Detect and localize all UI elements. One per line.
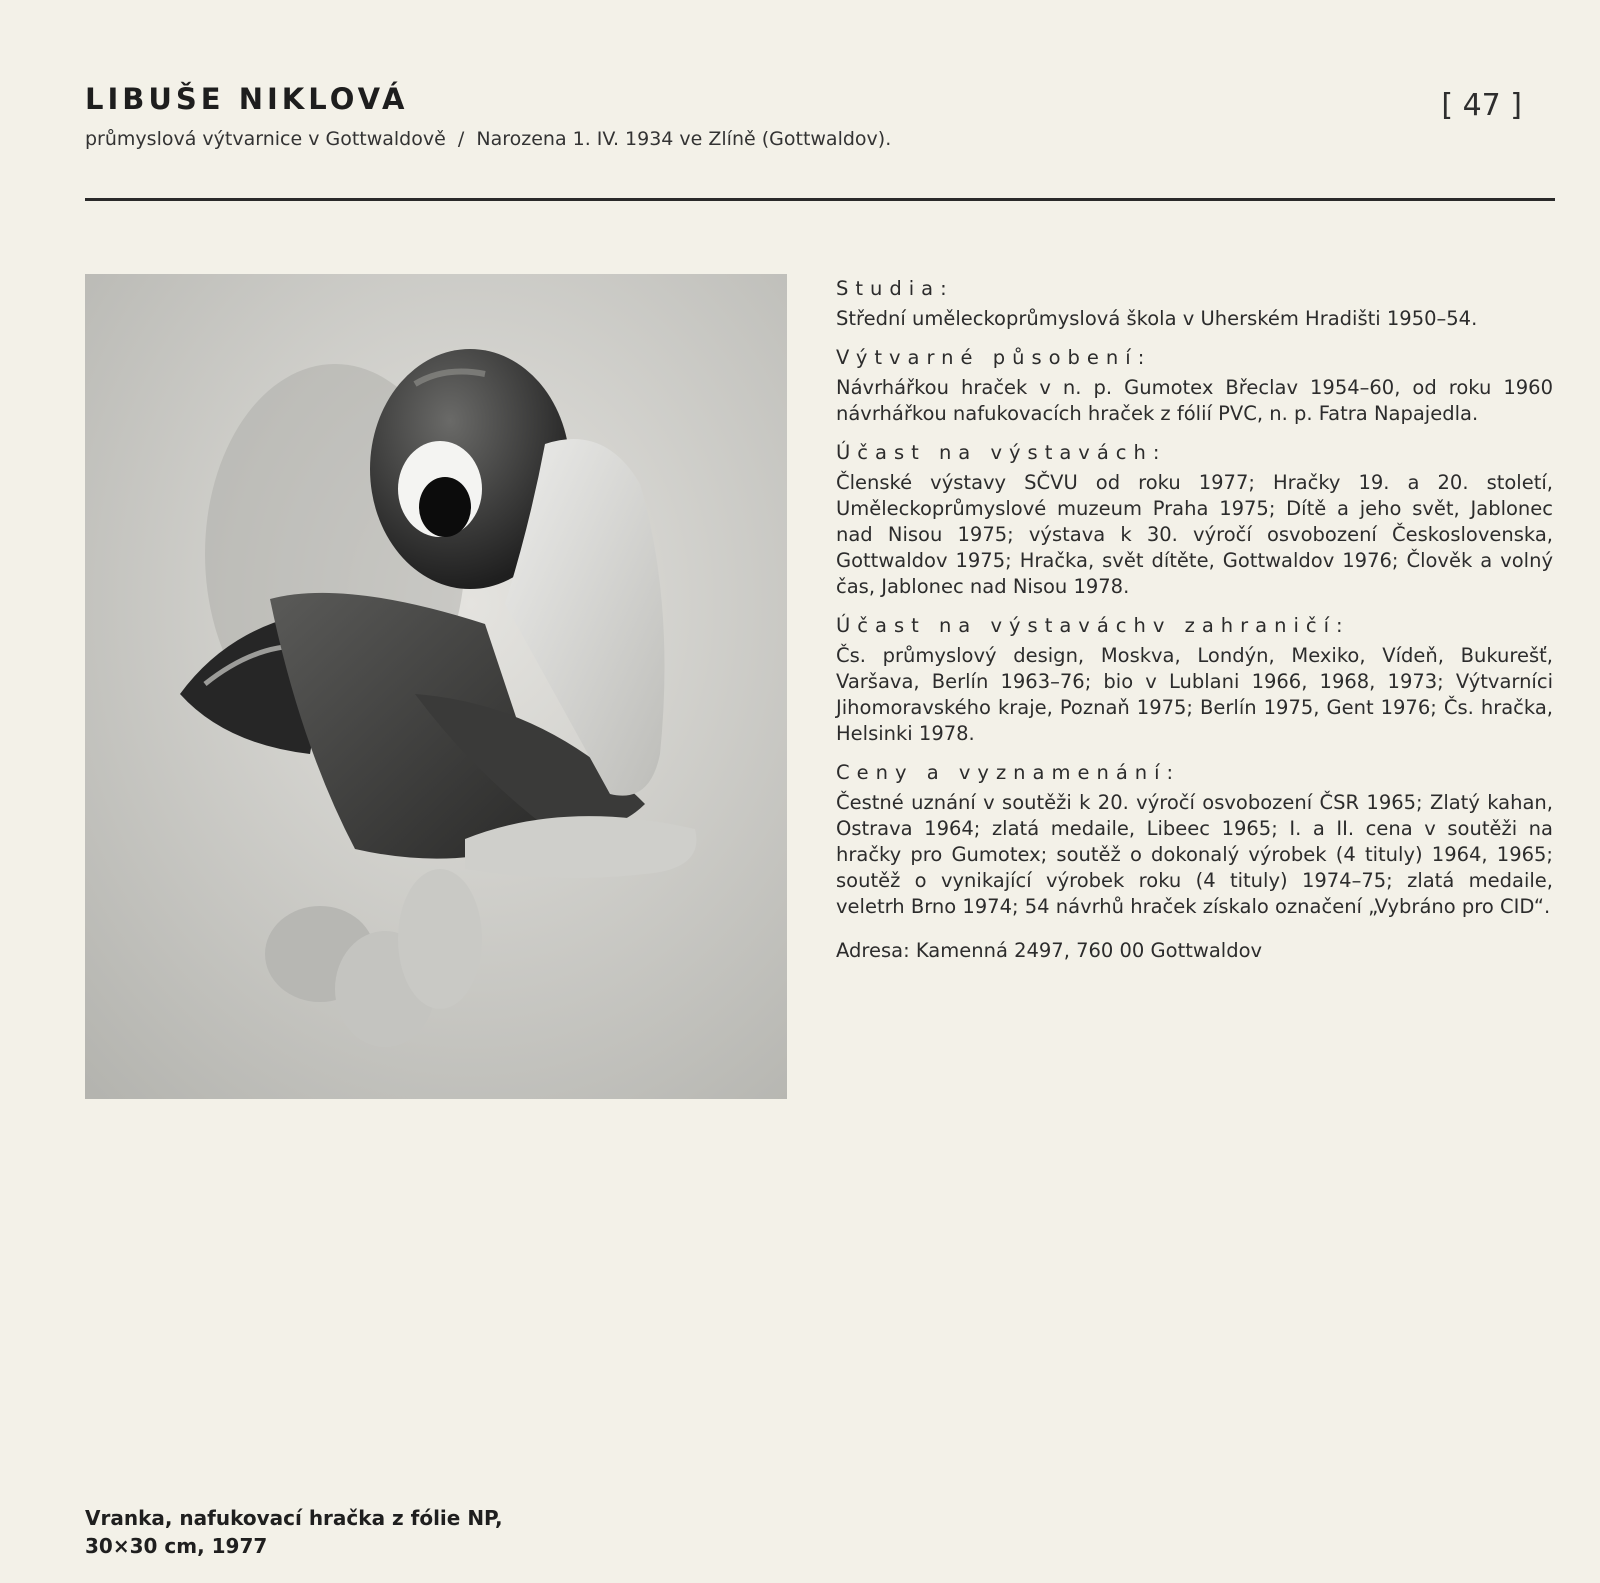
crow-toy-illustration: [85, 274, 787, 1099]
section-heading-ceny: Ceny a vyznamenání:: [836, 761, 1181, 784]
artist-subtitle: průmyslová výtvarnice v Gottwaldově / Narozena 1. IV. 1934 ve Zlíně (Gottwaldov).: [85, 128, 892, 150]
section-text-vytvarne-pusobeni: Návrhářkou hraček v n. p. Gumotex Břeclav 1954–60, od roku 1960 návrhářkou nafukovacích hraček z fólií PVC, n. p. Fatra Napajedla.: [836, 376, 1553, 425]
caption-line-2: 30×30 cm, 1977: [85, 1534, 268, 1558]
address: Adresa: Kamenná 2497, 760 00 Gottwaldov: [836, 939, 1263, 962]
section-heading-ucast-v-zahranici: Účast na výstaváchv zahraničí:: [836, 614, 1350, 637]
section-heading-studia: Studia:: [836, 277, 954, 300]
page-number: [ 47 ]: [1441, 88, 1522, 123]
section-heading-vytvarne-pusobeni: Výtvarné působení:: [836, 346, 1152, 369]
toy-photo: [85, 274, 787, 1099]
biography: [836, 276, 1553, 964]
section-text-ucast-v-zahranici: Čs. průmyslový design, Moskva, Londýn, Mexiko, Vídeň, Bukurešť, Varšava, Berlín 1963–76; bio v Lublani 1966, 1968, 1973; Výtvarníci Jihomoravského kraje, Poznaň 1975; Berlín 1975, Gent 1976; Čs. hračka, Helsinki 1978.: [836, 644, 1553, 745]
artist-name: LIBUŠE NIKLOVÁ: [85, 82, 409, 116]
caption-line-1: Vranka, nafukovací hračka z fólie NP,: [85, 1506, 503, 1530]
section-text-ceny: Čestné uznání v soutěži k 20. výročí osvobození ČSR 1965; Zlatý kahan, Ostrava 1964; zlatá medaile, Libeec 1965; I. a II. cena v soutěži na hračky pro Gumotex; soutěž o dokonalý výrobek (4 tituly) 1964, 1965; soutěž o vynikající výrobek roku (4 tituly) 1974–75; zlatá medaile, veletrh Brno 1974; 54 návrhů hraček získalo označení „Vybráno pro CID“.: [836, 791, 1553, 918]
header-divider: [85, 198, 1555, 201]
section-text-ucast-na-vystavach: Členské výstavy SČVU od roku 1977; Hračky 19. a 20. století, Uměleckoprůmyslové muzeum Praha 1975; Dítě a jeho svět, Jablonec nad Nisou 1975; výstava k 30. výročí osvobození Československa, Gottwaldov 1975; Hračka, svět dítěte, Gottwaldov 1976; Člověk a volný čas, Jablonec nad Nisou 1978.: [836, 471, 1553, 598]
photo-caption: [85, 1504, 605, 1560]
section-heading-ucast-na-vystavach: Účast na výstavách:: [836, 441, 1167, 464]
section-text-studia: Střední uměleckoprůmyslová škola v Uherském Hradišti 1950–54.: [836, 307, 1478, 330]
